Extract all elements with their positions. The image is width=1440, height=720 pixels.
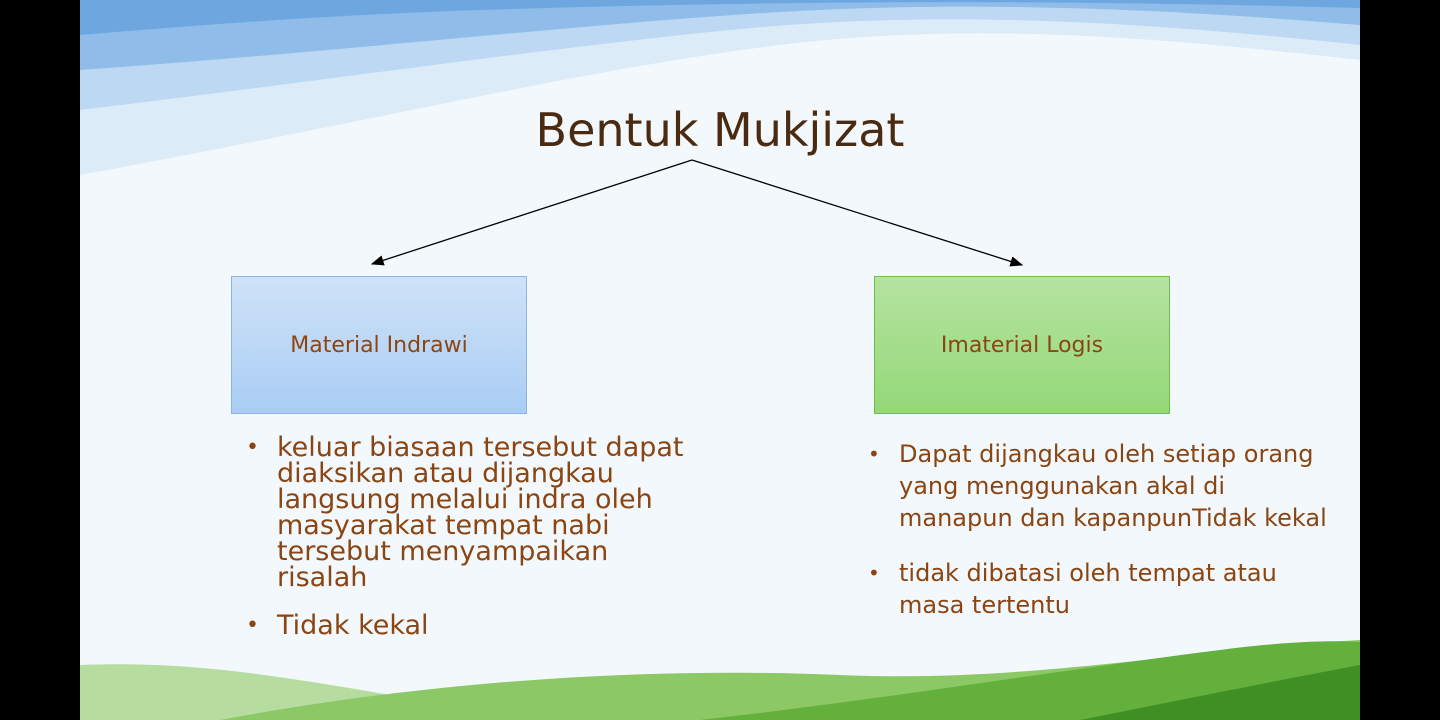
bullet-icon: • <box>246 613 259 638</box>
slide <box>80 0 1360 720</box>
arrow-to-material <box>372 160 692 264</box>
list-item-text: keluar biasaan tersebut dapat diaksikan atau dijangkau langsung melalui indra oleh masyarakat tempat nabi tersebut menyampaikan risalah <box>277 432 684 593</box>
bullet-icon: • <box>868 561 880 585</box>
list-item-text: tidak dibatasi oleh tempat atau masa tertentu <box>899 559 1277 619</box>
list-item-text: Dapat dijangkau oleh setiap orang yang menggunakan akal di manapun dan kapanpunTidak kekal <box>899 440 1327 532</box>
imaterial-logis-label: Imaterial Logis <box>940 332 1104 358</box>
diagram-title: Bentuk Mukjizat <box>535 103 905 157</box>
bullet-icon: • <box>246 435 259 460</box>
material-indrawi-label: Material Indrawi <box>290 332 468 358</box>
arrow-to-imaterial <box>692 160 1022 265</box>
list-item <box>246 610 706 641</box>
material-indrawi-points <box>246 432 706 641</box>
imaterial-logis-box <box>874 276 1170 414</box>
list-item <box>246 432 706 593</box>
list-item-text: Tidak kekal <box>277 610 429 641</box>
bullet-icon: • <box>868 442 880 466</box>
material-indrawi-box <box>231 276 527 414</box>
list-item <box>868 438 1338 534</box>
list-item <box>868 557 1338 621</box>
imaterial-logis-points <box>868 438 1338 621</box>
